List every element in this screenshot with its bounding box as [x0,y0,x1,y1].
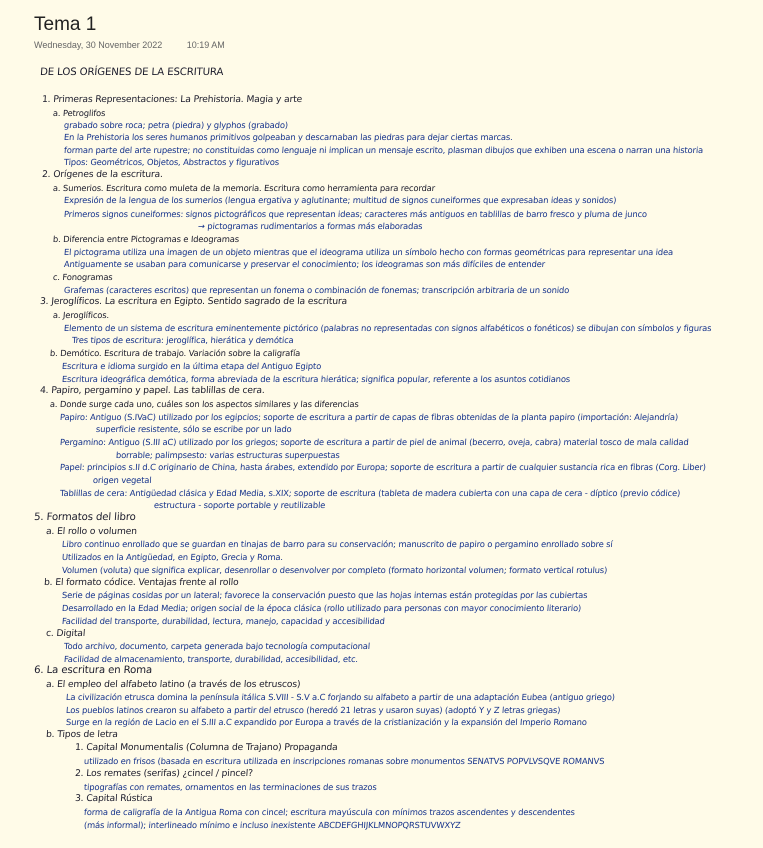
subsection-heading: b. El formato códice. Ventajas frente al rollo [43,577,239,588]
note-line: Grafemas (caracteres escritos) que representan un fonema o combinación de fonemas; transcripción arbitraria de un sonido [63,285,570,295]
subsection-heading: a. El rollo o volumen [45,526,138,537]
note-line: (más informal); interlineado mínimo e incluso inexistente ABCDEFGHIJKLMNOPQRSTUVWXYZ [83,820,461,830]
note-line: La civilización etrusca domina la península itálica S.VIII - S.V a.C forjando su alfabeto a partir de una adaptación Eubea (antiguo griego) [65,692,616,702]
note-line: Pergamino: Antiguo (S.III aC) utilizado por los griegos; soporte de escritura a partir de piel de animal (becerro, oveja, cabra) material tosco de mala calidad [59,437,689,447]
note-line: Libro continuo enrollado que se guardan en tinajas de barro para su conservación; manuscrito de papiro o pergamino enrollado sobre sí [61,539,614,549]
note-line: tipografías con remates, ornamentos en las terminaciones de sus trazos [83,782,378,792]
note-line: → pictogramas rudimentarios a formas más elaboradas [197,221,423,231]
note-line: Expresión de la lengua de los sumerios (lengua ergativa y aglutinante; multitud de signos cuneiformes que expresaban ideas y sonidos) [63,195,617,205]
note-line: forman parte del arte rupestre; no constituidas como lenguaje ni implican un mensaje escrito, plasman dibujos que exhiben una escena o narran una historia [63,145,704,155]
note-line: El pictograma utiliza una imagen de un objeto mientras que el ideograma utiliza un símbolo hecho con formas geométricas para representar una idea [63,247,674,257]
note-line: borrable; palimpsesto: varias estructuras superpuestas [115,450,341,460]
note-line: Elemento de un sistema de escritura eminentemente pictórico (palabras no representadas con signos alfabéticos o fonéticos) se dibujan con símbolos y figuras [63,323,712,333]
subsection-heading: b. Tipos de letra [45,729,119,740]
subsection-heading: a. Donde surge cada uno, cuáles son los aspectos similares y las diferencias [49,399,359,409]
note-line: origen vegetal [92,475,152,485]
page-time: 10:19 AM [186,40,225,50]
section-3-heading: 3. Jeroglíficos. La escritura en Egipto. Sentido sagrado de la escritura [39,296,348,307]
note-line: Antiguamente se usaban para comunicarse y preservar el conocimiento; los ideogramas son más difíciles de entender [63,259,546,269]
subsection-heading: a. Sumerios. Escritura como muleta de la memoria. Escritura como herramienta para recordar [52,183,436,193]
page-date: Wednesday, 30 November 2022 [34,40,163,50]
section-5-heading: 5. Formatos del libro [33,512,137,523]
note-line: Tipos: Geométricos, Objetos, Abstractos y figurativos [63,157,280,167]
note-line: Primeros signos cuneiformes: signos pictográficos que representan ideas; caracteres más antiguos en tablillas de barro fresco y pluma de junco [63,209,648,219]
list-item-heading: 2. Los remates (serifas) ¿cincel / pincel? [74,768,254,779]
note-line: Utilizados en la Antigüedad, en Egipto, Grecia y Roma. [61,552,284,562]
note-line: Facilidad del transporte, durabilidad, lectura, manejo, capacidad y accesibilidad [61,616,386,626]
subsection-heading: c. Fonogramas [52,272,113,282]
note-line: Surge en la región de Lacio en el S.III a.C expandido por Europa a través de la cristianización y la expansión del Imperio Romano [65,717,588,727]
note-line: Tablillas de cera: Antigüedad clásica y Edad Media, s.XIX; soporte de escritura (tableta de madera cubierta con una capa de cera - díptico (previo códice) [59,488,681,498]
heading-origins: DE LOS ORÍGENES DE LA ESCRITURA [39,67,224,78]
note-line: utilizado en frisos (basada en escritura utilizada en inscripciones romanas sobre monumentos SENATVS POPVLVSQVE ROMANVS [83,756,605,766]
page-title: Tema 1 [34,14,97,35]
subsection-heading: b. Diferencia entre Pictogramas e Ideogramas [52,234,240,244]
note-line: Los pueblos latinos crearon su alfabeto a partir del etrusco (heredó 21 letras y usaron suyas) (adoptó Y y Z letras griegas) [65,705,561,715]
list-item-heading: 1. Capital Monumentalis (Columna de Trajano) Propaganda [74,742,338,753]
subsection-heading: a. Jeroglíficos. [52,310,110,320]
note-line: Desarrollado en la Edad Media; origen social de la época clásica (rollo utilizado para personas con mayor conocimiento literario) [61,603,582,613]
note-line: Papiro: Antiguo (S.IVaC) utilizado por los egipcios; soporte de escritura a partir de capas de fibras obtenidas de la planta papiro (importación: Alejandría) [59,412,679,422]
note-line: Escritura e idioma surgido en la última etapa del Antiguo Egipto [61,361,322,371]
subsection-heading: a. El empleo del alfabeto latino (a través de los etruscos) [45,679,301,690]
note-line: Tres tipos de escritura: jeroglífica, hierática y demótica [71,335,294,345]
note-line: Escritura ideográfica demótica, forma abreviada de la escritura hierática; significa popular, referente a los asuntos cotidianos [61,374,571,384]
subsection-heading: b. Demótico. Escritura de trabajo. Variación sobre la caligrafía [49,348,301,358]
section-6-heading: 6. La escritura en Roma [33,665,153,676]
section-1-heading: 1. Primeras Representaciones: La Prehistoria. Magia y arte [41,94,303,105]
list-item-heading: 3. Capital Rústica [74,793,153,804]
note-line: Serie de páginas cosidas por un lateral; favorece la conservación puesto que las hojas internas están protegidas por las cubiertas [61,590,588,600]
subsection-heading: a. Petroglifos [52,108,106,118]
section-4-heading: 4. Papiro, pergamino y papel. Las tablillas de cera. [39,385,266,396]
note-line: Papel: principios s.II d.C originario de China, hasta árabes, extendido por Europa; soporte de escritura a partir de cualquier sustancia rica en fibras (Corg. Liber) [59,462,707,472]
note-line: grabado sobre roca; petra (piedra) y glyphos (grabado) [63,120,289,130]
note-line: Volumen (voluta) que significa explicar, desenrollar o desenvolver por completo (formato horizontal volumen; formato vertical rotulus) [61,565,608,575]
subsection-heading: c. Digital [45,628,86,639]
note-line: Facilidad de almacenamiento, transporte, durabilidad, accesibilidad, etc. [63,654,359,664]
note-line: superficie resistente, sólo se escribe por un lado [95,424,292,434]
note-line: estructura - soporte portable y reutilizable [153,500,326,510]
section-2-heading: 2. Orígenes de la escritura. [41,169,164,180]
note-line: En la Prehistoria los seres humanos primitivos golpeaban y descarnaban las piedras para dejar ciertas marcas. [63,132,514,142]
note-line: forma de caligrafía de la Antigua Roma con cincel; escritura mayúscula con mínimos trazos ascendentes y descendentes [83,807,576,817]
note-line: Todo archivo, documento, carpeta generada bajo tecnología computacional [63,641,371,651]
